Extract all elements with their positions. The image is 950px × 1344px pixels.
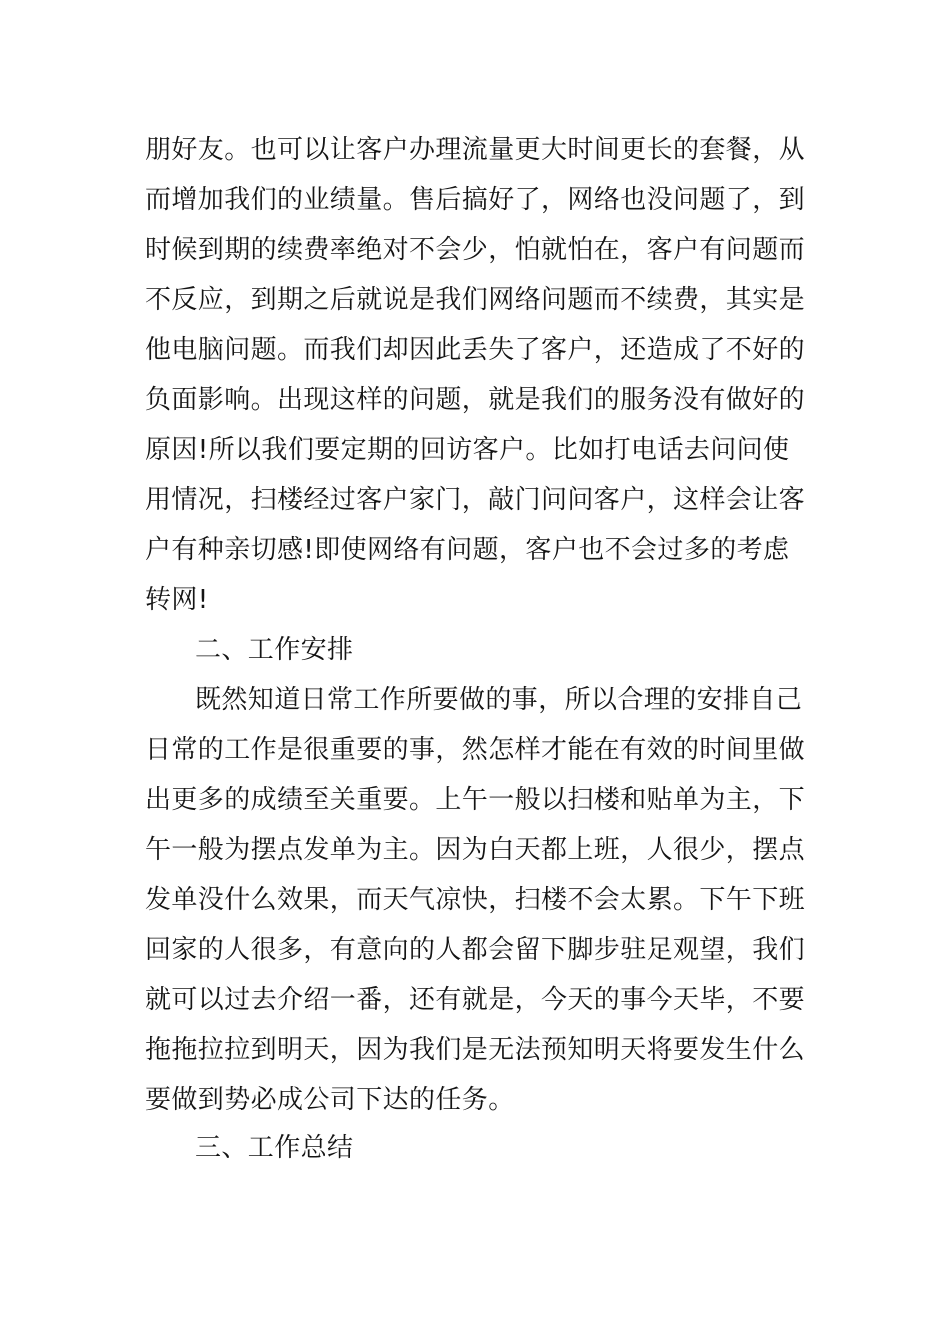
body-text-line: 出更多的成绩至关重要。上午一般以扫楼和贴单为主，下 [145,785,806,815]
body-text-line: 拖拖拉拉到明天，因为我们是无法预知明天将要发生什么 [145,1035,806,1065]
body-text-line: 就可以过去介绍一番，还有就是，今天的事今天毕，不要 [145,985,806,1015]
body-text-line: 户有种亲切感!即使网络有问题，客户也不会过多的考虑 [145,535,790,565]
body-text-line: 既然知道日常工作所要做的事，所以合理的安排自己 [195,685,803,715]
body-text-line: 回家的人很多，有意向的人都会留下脚步驻足观望，我们 [145,935,806,965]
body-text-line: 他电脑问题。而我们却因此丢失了客户，还造成了不好的 [145,335,806,365]
body-text-line: 负面影响。出现这样的问题，就是我们的服务没有做好的 [145,385,806,415]
body-text-line: 时候到期的续费率绝对不会少，怕就怕在，客户有问题而 [145,235,806,265]
body-text-line: 发单没什么效果，而天气凉快，扫楼不会太累。下午下班 [145,885,806,915]
section-heading: 三、工作总结 [195,1133,354,1163]
body-text-line: 日常的工作是很重要的事，然怎样才能在有效的时间里做 [145,735,806,765]
body-text-line: 不反应，到期之后就说是我们网络问题而不续费，其实是 [145,285,806,315]
body-text-line: 原因!所以我们要定期的回访客户。比如打电话去问问使 [145,435,790,465]
section-heading: 二、工作安排 [195,635,354,665]
body-text-line: 午一般为摆点发单为主。因为白天都上班，人很少，摆点 [145,835,806,865]
body-text-line: 用情况，扫楼经过客户家门，敲门问问客户，这样会让客 [145,485,806,515]
body-text-line: 要做到势必成公司下达的任务。 [145,1085,515,1115]
body-text-line: 朋好友。也可以让客户办理流量更大时间更长的套餐，从 [145,135,806,165]
body-text-line: 而增加我们的业绩量。售后搞好了，网络也没问题了，到 [145,185,806,215]
body-text-line: 转网! [145,585,209,615]
